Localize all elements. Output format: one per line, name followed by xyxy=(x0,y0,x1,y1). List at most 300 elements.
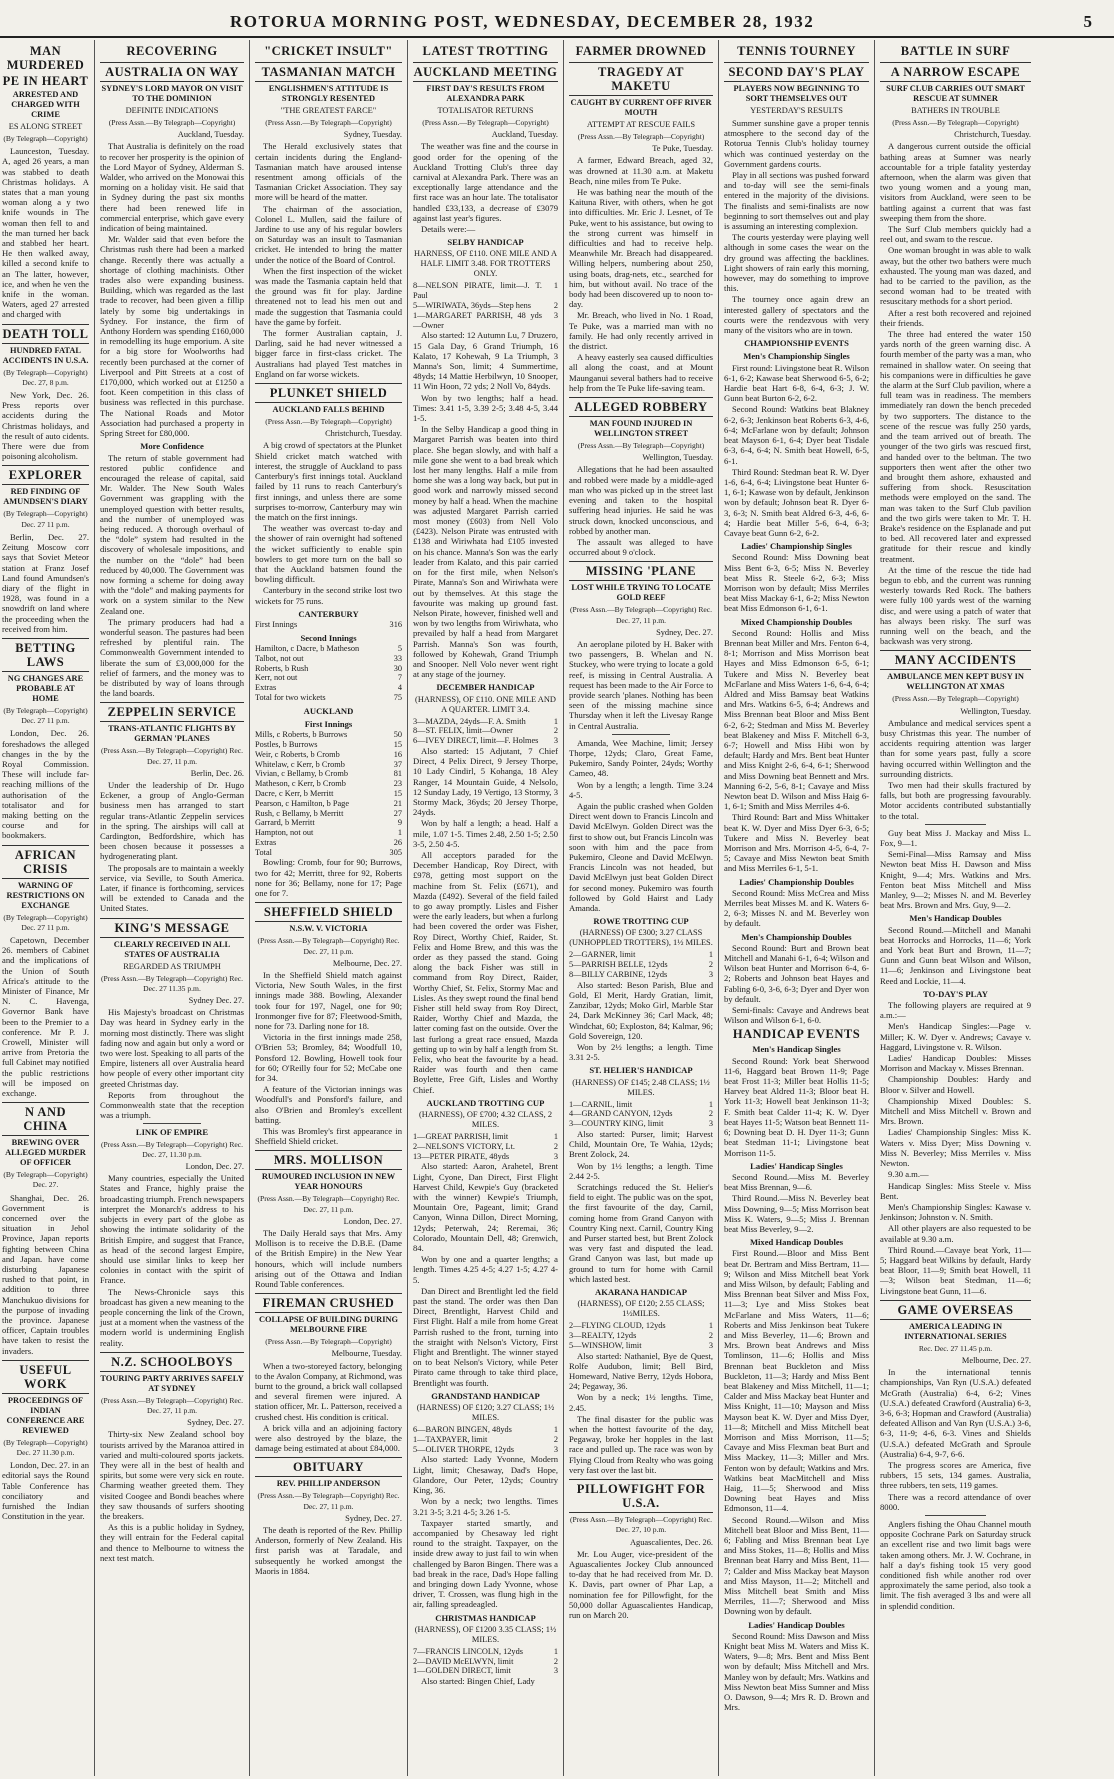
headline-battle-in-surf: BATTLE IN SURF xyxy=(900,44,1011,58)
result-place: 2 xyxy=(553,1656,558,1666)
result-row xyxy=(413,726,558,736)
result-place: 1 xyxy=(708,950,713,960)
result-place: 2 xyxy=(553,1434,558,1444)
result-row xyxy=(569,970,713,980)
column-4 xyxy=(408,40,564,1776)
headline-handicap-events: HANDICAP EVENTS xyxy=(732,1027,861,1042)
score-value: 5 xyxy=(397,643,402,653)
scorecard-canterbury-first xyxy=(255,620,402,630)
score-value: 26 xyxy=(393,837,402,847)
headline-explorer: EXPLORER xyxy=(2,465,89,485)
article-paragraph: Ambulance and medical services spent a busy Christmas this year. The number of accidents requiring attention was larger than for some years past, fully a score having occurred within Wellington and the surrounding districts. xyxy=(880,717,1031,779)
dateline: Berlin, Dec. 26. xyxy=(190,768,244,778)
result-place: 3 xyxy=(553,1151,558,1161)
masthead-title: ROTORUA MORNING POST, WEDNESDAY, DECEMBER 28, 1932 xyxy=(230,12,815,31)
dateline: Sydney Dec. 27. xyxy=(188,996,244,1006)
masthead xyxy=(0,6,1114,32)
dateline: Aguascalientes, Dec. 26. xyxy=(629,1537,713,1547)
article-paragraph: Taxpayer started smartly, and accompanied by Chesaway led right round to the straight. Taxpayer, on the inside drew away to just fail to win when challenged by Baron Bingen. There was a bad break in the race, Dad's Hope falling and bringing down Lady Yvonne, whose driver, T. Crossen, was flung high in the air, falling spreadeagled. xyxy=(413,1517,558,1610)
article-paragraph: The former Australian captain, J. Darling, said he had never witnessed a bigger farce in first-class cricket. The Australians had played Test matches in England on far worse wickets. xyxy=(255,328,402,379)
press-credit: (By Telegraph—Copyright) xyxy=(3,134,88,143)
result-row xyxy=(413,1142,558,1152)
result-place: 2 xyxy=(708,960,713,970)
dateline: Wellington, Tuesday. xyxy=(642,453,713,463)
result-place: 2 xyxy=(553,301,558,311)
result-row xyxy=(569,1100,713,1110)
article-paragraph: The progress scores are America, five rubbers, 15 sets, 134 games. Australia, three rubbers, ten sets, 119 games. xyxy=(880,1459,1031,1491)
result-place: 2 xyxy=(553,1141,558,1151)
headline-african-crisis: AFRICAN CRISIS xyxy=(2,845,89,879)
score-label: Talbot, not out xyxy=(255,653,304,663)
race-conditions: (HARNESS) OF £145; 2.48 CLASS; 1½ MILES. xyxy=(572,1077,710,1097)
score-label: Whitelaw, c Kerr, b Cromb xyxy=(255,759,345,769)
article-paragraph: Championship Mixed Doubles: S. Mitchell and Miss Mitchell v. Brown and Mrs. Brown. xyxy=(880,1095,1031,1127)
race-conditions: (HARNESS), OF £700; 4.32 CLASS, 2 MILES. xyxy=(418,1110,553,1130)
article-paragraph: Second Round.—Wilson and Miss Mitchell beat Bloor and Miss Bent, 11—6; Fabling and Miss Brennan beat Lye and Miss Stokes, 11—8; Hollis and Miss Brennan beat Harry and Miss Bent, 11—7; Calder and Miss Mackay beat Mayson and Miss Mayson, 11—2; Mitchell and Miss Mitchell beat Smith and Miss Merriles, 11—7; Sherwood and Miss Downing won by default. xyxy=(724,1514,869,1617)
headline-second-days-play: SECOND DAY'S PLAY xyxy=(724,62,869,82)
score-row xyxy=(255,799,402,809)
score-row xyxy=(255,848,402,858)
article-paragraph: All other players are also requested to be available at 9.30 a.m. xyxy=(880,1223,1031,1244)
dateline: Sydney, Dec. 27. xyxy=(345,1513,402,1523)
column-2 xyxy=(95,40,250,1776)
article-paragraph: A heavy easterly sea caused difficulties all along the coast, and at Mount Maunganui several bathers had to receive help from the Te Puke life-saving team. xyxy=(569,352,713,393)
headline-useful-work: USEFUL WORK xyxy=(2,1360,89,1394)
score-row xyxy=(255,644,402,654)
deck: BATHERS IN TROUBLE xyxy=(911,106,1000,115)
subhead: CLEARLY RECEIVED IN ALL STATES OF AUSTRALIA xyxy=(113,939,231,959)
article-paragraph: The proposals are to maintain a weekly service, via Seville, to South America. Later, if finance is forthcoming, services will be extended to Canada and the United States. xyxy=(100,862,244,914)
result-row xyxy=(413,1152,558,1162)
section-heading: Ladies' Championship Singles xyxy=(741,541,852,552)
score-row xyxy=(255,789,402,799)
article-paragraph: The assault was alleged to have occurred about 9 o'clock. xyxy=(569,536,713,558)
score-row xyxy=(255,683,402,693)
score-label: Total xyxy=(255,847,272,857)
subhead: ENGLISHMEN'S ATTITUDE IS STRONGLY RESENTED xyxy=(268,84,389,103)
press-credit: (By Telegraph—Copyright) Dec. 27, 8 p.m. xyxy=(3,367,88,387)
result-horse: 2—DAVID McELWYN, limit xyxy=(413,1656,514,1666)
article-paragraph: Shanghai, Dec. 26. Government is concerned over the situation in Jehol Province, Japan reports fighting between China and Japan. have come disturbing Japanese rushed to that point, in addition to three Manchukuo divisions for the purpose of invading the province. Japanese officer, Captain troubles have taken to resist the invaders. xyxy=(2,1192,89,1356)
article-paragraph: Reports from throughout the Commonwealth state that the reception was a triumph. xyxy=(100,1089,244,1121)
result-place: 1 xyxy=(553,281,558,291)
separator xyxy=(612,734,670,735)
score-row xyxy=(255,673,402,683)
score-value: 15 xyxy=(393,788,402,798)
score-label: Matheson, c Kerr, b Cromb xyxy=(255,779,346,789)
result-horse: 1—GOLDEN DIRECT, limit xyxy=(413,1666,511,1676)
subhead: REV. PHILLIP ANDERSON xyxy=(276,1479,381,1489)
race-heading: SELBY HANDICAP xyxy=(447,237,524,248)
article-paragraph: Handicap Singles: Miss Steele v. Miss Bent. xyxy=(880,1180,1031,1201)
score-value: 81 xyxy=(393,769,402,779)
article-paragraph: London, Dec. 27. in an editorial says the Round Table Conference has conciliatory and furnished the Indian Constitution in the year. xyxy=(2,1460,89,1522)
headline-mrs-mollison: MRS. MOLLISON xyxy=(255,1150,402,1170)
headline-pillowfight: PILLOWFIGHT FOR U.S.A. xyxy=(569,1479,713,1513)
scorecard-auckland xyxy=(255,730,402,857)
article-paragraph: Second Round: Hollis and Miss Brennan beat Miller and Mrs. Fenton 6-4, 8-1; Morrison and Miss Morrison beat Hayes and Miss Edmonson 6-5, 6-1; Tukere and Miss N. Beverley beat McFarlane and Miss Waters 1-6, 6-4, 6-4; Aldred and Miss Bamsay beat Watkins and Mrs. Watkins 6-5, 6-4; Andrews and Miss Brennan beat Bloor and Miss Bent 6-2, 6-2; Stedman and Miss M. Beverley beat Blakeney and Miss F. Mitchell 6-3, 6-7; Howell and Miss Hibi won by default; Hardy and Mrs. Bent beat Hunter and Miss Knight 2-6, 6-4, 6-1; Sherwood and Miss Downing beat Bennett and Mrs. Manning 6-2, 5-6, 8-1; Cavaye and Miss Newton beat D. Wilson and Miss Haig 6-1, 6-1; Smith and Miss Merriles 4-6. xyxy=(724,627,869,812)
headline-a-narrow-escape: A NARROW ESCAPE xyxy=(880,62,1031,82)
headline-fireman-crushed: FIREMAN CRUSHED xyxy=(255,1293,402,1313)
result-row xyxy=(413,311,558,331)
subhead: SURF CLUB CARRIES OUT SMART RESCUE AT SUMNER xyxy=(886,84,1025,103)
separator xyxy=(925,1515,985,1516)
subhead: TRANS-ATLANTIC FLIGHTS BY GERMAN 'PLANES xyxy=(108,724,236,744)
press-credit: (Press Assn.—By Telegraph—Copyright) xyxy=(892,118,1019,127)
article-paragraph: When a two-storeyed factory, belonging to the Avalon Company, at Richmond, was burnt to the ground, a brick wall collapsed and several firemen were injured. A station officer, Mr. L. Patterson, received a crushed chest. His condition is critical. xyxy=(255,1360,402,1422)
subhead: SYDNEY'S LORD MAYOR ON VISIT TO THE DOMINION xyxy=(101,84,243,103)
result-horse: 8—NELSON PIRATE, limit—J. T. Paul xyxy=(413,281,542,301)
press-credit: (By Telegraph—Copyright) Dec. 27. xyxy=(3,1170,88,1190)
result-row xyxy=(413,1445,558,1455)
result-horse: 13—PETER PIRATE, 48yds xyxy=(413,1151,510,1161)
article-paragraph: Also started: Lady Yvonne, Modern Light, limit; Chesaway, Dad's Hope, Glandore, Our Peter, 12yds; Country King, 36. xyxy=(413,1454,558,1496)
score-label: Garrard, b Merritt xyxy=(255,818,315,828)
article-paragraph: The Surf Club members quickly had a reel out, and swam to the rescue. xyxy=(880,224,1031,245)
section-heading: Mixed Handicap Doubles xyxy=(749,1237,844,1248)
result-horse: 2—NELSON'S VICTORY, Lt. xyxy=(413,1141,515,1151)
article-paragraph: Third Round: Bart and Miss Whittaker beat K. W. Dyer and Miss Dyer 6-3, 6-5; Tukere and Miss N. Beverley beat Morrison and Mrs. Morrison 4-5, 6-4, 7-5; Cavaye and Miss Newton beat Smith and Miss Merriles 6-1, 5-1. xyxy=(724,812,869,874)
article-paragraph: An aeroplane piloted by H. Baker with two passengers, B. Whelan and N. Stuckey, who were trying to locate a gold reef, is missing in Central Australia. A request has been made to the Air Force to provide search 'planes. Nothing has been seen of the missing machine since Thursday when it left the Livesay Range in Central Australia. xyxy=(569,638,713,731)
press-credit: (Press Assn.—By Telegraph—Copyright) Rec. Dec. 27, 11 p.m. xyxy=(569,605,713,625)
race-result xyxy=(413,281,558,330)
headline-farmer-drowned: FARMER DROWNED xyxy=(575,44,707,58)
article-paragraph: A brick villa and an adjoining factory were also destroyed by the blaze, the damage being estimated at about £84,000. xyxy=(255,1422,402,1454)
race-heading: DECEMBER HANDICAP xyxy=(436,682,535,693)
article-paragraph: Also started: Beson Parish, Blue and Gold, El Merit, Hardy Gratian, limit, Zanzibar, 12yds; Moko Girl, Marble Star 24, Dark McKinney 36; Carl Mack, 48; Windchat, 60; Exploston, 84; Kalmar, 96; Gold Sovereign, 120. xyxy=(569,979,713,1041)
result-horse: 3—MAZDA, 24yds—F. A. Smith xyxy=(413,716,526,726)
article-paragraph: Third Round.—Miss N. Beverley beat Miss Downing, 9—5; Miss Morrison beat Miss K. Waters, 9—5; Miss J. Brennan beat Miss Beverley, 9—2. xyxy=(724,1193,869,1234)
article-paragraph: He was bathing near the mouth of the Kaituna River, with others, when he got into difficulties. Mr. Eric J. Lesnet, of Te Puke, went to his assistance, but owing to the strong current was himself in difficulties and had to receive help. Meanwhile Mr. Breach had disappeared. Willing helpers, numbering about 250, using boats, drag-nets, etc., searched for him, but without avail. No trace of the body had been discovered up to noon to-day. xyxy=(569,187,713,310)
separator xyxy=(925,824,985,825)
article-paragraph: Bowling: Cromb, four for 90; Burrows, two for 42; Merritt, three for 92, Roberts none for 36; Bellamy, none for 17; Page one for 7. xyxy=(255,857,402,899)
score-value: 33 xyxy=(393,653,402,663)
section-heading: CANTERBURY xyxy=(298,608,359,619)
section-heading: Second Innings xyxy=(300,632,357,643)
subhead: ARRESTED AND CHARGED WITH CRIME xyxy=(11,90,80,119)
score-label: Weir, c Roberts, b Cromb xyxy=(255,749,340,759)
dateline: Auckland, Tuesday. xyxy=(177,130,244,140)
score-value: 316 xyxy=(389,619,402,629)
race-heading: ROWE TROTTING CUP xyxy=(593,916,689,927)
article-paragraph: The three had entered the water 150 yards north of the green warning disc. A fourth member of the party was a man, who remained in shallow water. On seeing that his companions were in difficulties he gave the alarm at the Surf Club pavilion, where a full team was in readiness. The members immediately ran down the bench preceded by two supporters. The distance to the scene of the rescue was fully 250 yards, and the team arrived out of breath. The younger of the two girls was rescued first, and handed over to the beltman. The two supporters then went after the other two and brought them ashore, exhausted and suffering from shock. Resuscitation methods were employed on the sand. The man was taken to the Surf Club pavilion and the two girls were taken to Mr. T. H. Brake's residence on the Esplanade and put to bed. All recovered later and expressed gratitude for their rescue and kindly treatment. xyxy=(880,329,1031,564)
article-paragraph: Men's Handicap Singles:—Page v. Miller; K. W. Dyer v. Andrews; Cavaye v. Haggard, Livingstone v. R. Wilson. xyxy=(880,1021,1031,1052)
press-credit: Rec. Dec. 27 11.45 p.m. xyxy=(918,1343,993,1353)
dateline: Christchurch, Tuesday. xyxy=(954,130,1031,140)
article-paragraph: The return of stable government had restored public confidence and encouraged the release of capital, said Mr. Walder. The New South Wales Government was grappling with the unemployed question with better results, and the number of unemployed was being reduced. A thorough overhaul of the “dole” system had resulted in the discovery of wholesale impositions, and the number on the “dole” had been reduced by 40,000. The Government was now forming a scheme for doing away with the “dole” and making payments for work on a system similar to the New Zealand one. xyxy=(100,452,244,616)
result-row xyxy=(569,960,713,970)
subhead: HUNDRED FATAL ACCIDENTS IN U.S.A. xyxy=(2,345,89,365)
section-heading: CHAMPIONSHIP EVENTS xyxy=(744,338,849,349)
article-paragraph: Second Round: Watkins beat Blakney 6-2, 6-3; Jenkinson beat Roberts 6-3, 4-6, 6-4; McFarlane won by default; Johnson beat Mayson 6-1, 6-4; Dyer beat Tisdale 6-3, 6-4, 6-4; N. Smith beat Howell, 6-5, 6-1. xyxy=(724,404,869,466)
press-credit: (Press Assn.—By Telegraph—Copyright) Rec. Dec. 27, 11 p.m. xyxy=(257,1491,400,1511)
result-horse: 3—COUNTRY KING, limit xyxy=(569,1119,664,1129)
page-number: 5 xyxy=(1083,12,1092,31)
subhead: TOURING PARTY ARRIVES SAFELY AT SYDNEY xyxy=(100,1373,244,1393)
article-paragraph: Second Round.—Mitchell and Manahi beat Horrocks and Horrocks, 11—6; York and York beat Burt and Brown, 11—7; Gunn and Gunn beat Wilson and Wilson, 11—6; Jenkinson and Livingstone beat Reed and Lockie, 11—4. xyxy=(880,924,1031,986)
article-paragraph: The primary producers had had a wonderful season. The pastures had been refreshed by plentiful rain. The Commonwealth Government intended to liberate the sum of £3,000,000 for the relief of farmers, and the money was to be distributed by way of loans through the land boards. xyxy=(100,616,244,699)
section-heading: Mixed Championship Doubles xyxy=(740,616,853,627)
result-place: 3 xyxy=(553,310,558,320)
headline-betting-laws: BETTING LAWS xyxy=(2,638,89,672)
result-horse: 5—WINSHOW, limit xyxy=(569,1340,642,1350)
section-heading: Ladies' Championship Doubles xyxy=(739,876,854,887)
result-place: 3 xyxy=(708,1119,713,1129)
article-paragraph: Ladies' Handicap Doubles: Misses Morrison and Mackay v. Misses Brennan. xyxy=(880,1053,1031,1074)
article-paragraph: Won by two lengths; half a head. Times: 3.41 1-5, 3.39 2-5; 3.48 4-5, 3.44 1-5. xyxy=(413,392,558,424)
dateline: Auckland, Tuesday. xyxy=(491,130,558,140)
article-paragraph: One woman brought in was able to walk away, but the other two bathers were much exhausted. The young man was dazed, and had to be carried to the pavilion, as the second woman had to be treated with resuscitary methods for a short period. xyxy=(880,245,1031,307)
score-row xyxy=(255,620,402,630)
score-row xyxy=(255,838,402,848)
article-paragraph: Berlin, Dec. 27. Zeitung Moscow corr says that Soviet Meteor station at Franz Josef Land found Amundsen's diary of the flight in 1928, was found in a snowdrift on land where the proceeding when the received from him. xyxy=(2,531,89,634)
deck: YESTERDAY'S RESULTS xyxy=(750,106,843,115)
section-heading: Men's Championship Doubles xyxy=(741,931,852,942)
race-heading: AUCKLAND TROTTING CUP xyxy=(426,1097,545,1108)
score-row xyxy=(255,760,402,770)
columns xyxy=(0,40,1114,1776)
column-6 xyxy=(719,40,875,1776)
headline-nz-schoolboys: N.Z. SCHOOLBOYS xyxy=(100,1352,244,1372)
press-credit: (Press Assn.—By Telegraph—Copyright) Rec. Dec. 27, 10 p.m. xyxy=(569,1515,713,1535)
result-row xyxy=(413,717,558,727)
section-heading: First Innings xyxy=(304,718,353,729)
subhead: PLAYERS NOW BEGINNING TO SORT THEMSELVES OUT xyxy=(733,84,860,103)
article-paragraph: The chairman of the association, Colonel L. Mullen, said the failure of Jardine to use any of his regular bowlers on Saturday was an insult to Tasmanian cricket. He intended to bring the matter under the notice of the Board of Control. xyxy=(255,203,402,265)
subhead: COLLAPSE OF BUILDING DURING MELBOURNE FIRE xyxy=(258,1315,399,1335)
score-value: 21 xyxy=(393,798,402,808)
article-paragraph: Under the leadership of Dr. Hugo Eckener, a group of Anglo-German business men has arranged to start regular trans-Atlantic Zeppelin services in the spring. The airships will call at Cardington, Bedfordshire, which has been chosen because it possesses a hydrogenerating plant. xyxy=(100,779,244,862)
score-label: First Innings xyxy=(255,619,298,629)
headline-many-accidents: MANY ACCIDENTS xyxy=(880,650,1031,670)
press-credit: (Press Assn.—By Telegraph—Copyright) Rec. Dec. 27 11.35 p.m. xyxy=(100,973,244,993)
press-credit: (Press Assn.—By Telegraph—Copyright) xyxy=(892,694,1019,704)
result-place: 1 xyxy=(553,1425,558,1435)
score-label: Dacre, c Kerr, b Merritt xyxy=(255,788,334,798)
article-paragraph: Amanda, Wee Machine, limit; Jersey Thorpe, 12yds; Claro, Great Fame, Pukemiro, Sandy Pointer, 24yds; Worthy Cameo, 48. xyxy=(569,737,713,779)
result-place: 3 xyxy=(553,1666,558,1676)
result-horse: 1—TAXPAYER, limit xyxy=(413,1434,488,1444)
article-paragraph: Canterbury in the second strike lost two wickets for 75 runs. xyxy=(255,585,402,606)
article-paragraph: A big crowd of spectators at the Plunket Shield cricket match watched with interest, the struggle of Auckland to pass Canterbury's first innings total. Auckland failed by 11 runs to reach Canterbury's first innings, and unless there are some surprises to-morrow, Canterbury may win the match on the first innings. xyxy=(255,440,402,522)
section-heading: Men's Championship Singles xyxy=(743,351,850,362)
headline-death-toll: DEATH TOLL xyxy=(2,324,89,344)
press-credit: (Press Assn.—By Telegraph—Copyright) Rec. Dec. 27, 11 p.m. xyxy=(257,1194,400,1214)
article-paragraph: In the international tennis championships, Van Ryn (U.S.A.) defeated McGrath (Australia) 6-4, 6-2; Vines (U.S.A.) defeated Crawford (Australia) 6-3, 3-6, 6-3; Hopman and Crawford (Australia) defeated Allison and Van Ryn (U.S.A.) 3-6, 6-3, 11-9; 4-6, 6-3. Vines and Shields (U.S.A.) defeated McGrath and Sproule (Australia) 6-4, 9-7, 6-6. xyxy=(880,1367,1031,1459)
score-label: Extras xyxy=(255,837,277,847)
score-value: 27 xyxy=(393,808,402,818)
dateline: Christchurch, Tuesday. xyxy=(325,429,402,439)
press-credit: (By Telegraph—Copyright) Dec. 27 11 p.m. xyxy=(3,705,88,726)
headline-tennis-tourney: TENNIS TOURNEY xyxy=(737,44,856,58)
score-value: 37 xyxy=(393,759,402,769)
article-paragraph: At the time of the rescue the tide had begun to ebb, and the current was running westerly towards Red Rock. The bathers were fully 100 yards west of the warning disc, and were using a patch of water that has always been risky. The surf was running well on the beach, and the backwash was very strong. xyxy=(880,564,1031,647)
column-5 xyxy=(564,40,719,1776)
result-place: 3 xyxy=(553,1444,558,1454)
subhead: NG CHANGES ARE PROBABLE AT HOME xyxy=(7,673,84,703)
press-credit: (By Telegraph—Copyright) Dec. 27 11 p.m. xyxy=(3,509,88,529)
press-credit: (Press Assn.—By Telegraph—Copyright) xyxy=(265,417,392,427)
article-paragraph: First Round.—Bloor and Miss Bent beat Dr. Bertram and Miss Bertram, 11—9; Wilson and Miss Mitchell beat York and Miss Wilson, by default; Fabling and Miss Brennan beat Silver and Miss Fox, 11—3; Lye and Miss Stokes beat McFarlane and Miss Waters, 11—6; Roberts and Miss Jenkinson beat Tukere and Miss Beverley, 11—6; Brown and Mrs. Brown beat Andrews and Miss Tomlinson, 11—6; Hollis and Miss Brennan beat Buckleton and Miss Buckleton, 11—3; Hardy and Miss Bent beat Blakeney and Miss Mitchell, 11—1; Calder and Miss Mackay beat Hunter and Miss Knight, 11—10; Mayson and Miss Mayson beat K. W. Dyer and Miss Dyer, 11—8; Mitchell and Miss Mitchell beat Morrison and Miss Morrison, 11—5; Cavaye and Miss Flexman beat Burt and Miss Mackey, 11—3; Miller and Mrs. Fenton won by default; Watkins and Mrs. Watkins beat MacMitchell and Miss Haig, 11—5; Sherwood and Miss Downing beat Hayes and Miss Edmonson, 11—4. xyxy=(724,1248,869,1514)
subhead: CAUGHT BY CURRENT OFF RIVER MOUTH xyxy=(570,98,712,117)
article-paragraph: The final disaster for the public was when the hottest favourite of the day, Pegaway, broke her hopples in the last race and pulled up. The race was won by Flying Cloud from Realty who was going very fast over the last bit. xyxy=(569,1413,713,1475)
article-paragraph: The courts yesterday were playing well although in some cases the wear on the dry ground was affecting the backlines. Light showers of rain early this morning, however, may do something to improve this. xyxy=(724,232,869,294)
score-label: Extras xyxy=(255,683,277,693)
race-heading: AKARANA HANDICAP xyxy=(595,1287,687,1298)
result-horse: 1—CARNIL, limit xyxy=(569,1099,633,1109)
score-row xyxy=(255,654,402,664)
section-heading: AUCKLAND xyxy=(303,705,354,716)
result-row xyxy=(413,1435,558,1445)
article-paragraph: Won by a neck; two lengths. Times 3.21 3-5; 3.21 4-5; 3.26 1-5. xyxy=(413,1496,558,1517)
result-horse: 6—BARON BINGEN, 48yds xyxy=(413,1425,512,1435)
race-heading: GRANDSTAND HANDICAP xyxy=(431,1390,540,1401)
article-paragraph: Also started: Aaron, Arahetel, Brent Light, Cyone, Dan Direct, First Flight Harvest Child, Kewpie's Guy (bracketed with the winner) Kewpie's Triumph, Mountain Ore, Pageant, limit; Grand Canyon, Winna Dillon, Direct Morning, 12yds; Peterwah, 24; Reremai, 36; Colorado, Mountain Dell, 48; Grenwich, 84. xyxy=(413,1161,558,1254)
score-label: Kerr, not out xyxy=(255,673,298,683)
article-paragraph: After a rest both recovered and rejoined their friends. xyxy=(880,307,1031,328)
dateline: Sydney, Dec. 27. xyxy=(656,627,713,637)
race-conditions: (HARNESS), OF £120; 2.55 CLASS; 1½MILES. xyxy=(577,1299,705,1319)
headline-missing-plane: MISSING 'PLANE xyxy=(569,561,713,581)
article-paragraph: In the Sheffield Shield match against Victoria, New South Wales, in the first innings made 388. Bowling, Alexander took four for 197, Nagel, one for 90; Ironmonger five for 87; Fleetwood-Smith, none for 73. Darling none for 18. xyxy=(255,969,402,1031)
section-heading: Ladies' Handicap Singles xyxy=(750,1160,843,1171)
score-label: Pearson, c Hamilton, b Page xyxy=(255,798,350,808)
article-paragraph: The Herald exclusively states that certain incidents during the England-Tasmanian match have aroused intense resentment among officials of the Tasmanian Cricket Association. They say more will be heard of the matter. xyxy=(255,141,402,203)
score-row xyxy=(255,818,402,828)
separator xyxy=(143,1123,201,1124)
article-paragraph: Second Round: Burt and Brown beat Mitchell and Manahi 6-1, 6-4; Wilson and Wilson beat Hunter and Morrison 6-4, 6-2; Roberts and Johnson beat Hayes and Fabling 6-0, 3-6, 6-3; Dyer and Dyer won by default. xyxy=(724,942,869,1004)
article-paragraph: A feature of the Victorian innings was Woodfull's and Ponsford's failure, and also O'Brien and Bromley's excellent batting. xyxy=(255,1084,402,1125)
headline-japan-china: N AND CHINA xyxy=(2,1102,89,1136)
subhead: LOST WHILE TRYING TO LOCATE GOLD REEF xyxy=(571,583,711,603)
score-row xyxy=(255,828,402,838)
race-result xyxy=(569,1321,713,1350)
article-paragraph: Also started: Nathaniel, Bye de Quest, Rolfe Audubon, limit; Bell Bird, Homeward, Native Berry, 12yds Hobora, 24; Pegaway, 36. xyxy=(569,1350,713,1392)
article-paragraph: Won by one and a quarter lengths; a length. Times 4.25 4-5; 4.27 1-5; 4.27 4-5. xyxy=(413,1254,558,1285)
race-conditions: (HARNESS) OF £300; 3.27 CLASS (UNHOPPLED TROTTERS), 1½ MILES. xyxy=(569,928,713,948)
result-horse: 1—MARGARET PARRISH, 48 yds—Owner xyxy=(413,310,542,330)
article-paragraph: Also started: 12 Autumn Lu, 7 Druzero, 15 Gala Day, 6 Grand Triumph, 16 Kalato, 17 Kohewah, 9 La Triumph, 3 Manna's Son, limit; 4 Summertime, 48yds; 14 Mattie Herbilwyn, 10 Snooper, 11 Win Hoon, 72 yds; 2 Noll Vo, 84yds. xyxy=(413,330,559,392)
headline-alleged-robbery: ALLEGED ROBBERY xyxy=(569,397,713,417)
headline-australia-on-way: AUSTRALIA ON WAY xyxy=(100,62,244,82)
article-paragraph: Again the public crashed when Golden Direct went down to Francis Lincoln and David McElwyn. Golden Direct was the first to show out, but Francis Lincoln was soon with him and the pace from Pukemiro, Cleone and David McElwyn. Francis Lincoln was not headed, but David McElwyn just beat Golden Direct for second money. Pukemiro was fourth followed by Gold Hairst and Lady Amanda. xyxy=(569,800,713,913)
press-credit: (Press Assn.—By Telegraph—Copyright) xyxy=(422,118,549,127)
result-place: 1 xyxy=(553,1132,558,1142)
column-3 xyxy=(250,40,408,1776)
result-horse: 5—WIRIWATA, 36yds—Step hens xyxy=(413,301,532,311)
score-label: Vivian, c Bellamy, b Cromb xyxy=(255,769,348,779)
article-paragraph: Summer sunshine gave a proper tennis atmosphere to the second day of the Rotorua Tennis Club's holiday tourney which was continued yesterday on the Government gardens courts. xyxy=(724,118,869,169)
article-paragraph: First round: Livingstone beat R. Wilson 6-1, 6-2; Kawase beat Sherwood 6-5, 6-2; Hardie beat Hart 6-8, 6-4, 6-3; J. W. Gunn beat Burton 6-2, 6-2. xyxy=(724,362,869,404)
result-row xyxy=(569,950,713,960)
article-paragraph: Play in all sections was pushed forward and to-day will see the semi-finals entered in the majority of the divisions. The finalists and semi-finalists are now beginning to sort themselves out and play is assuming an interesting complexion. xyxy=(724,170,869,232)
headline-sheffield-shield: SHEFFIELD SHIELD xyxy=(255,902,402,922)
score-value: 16 xyxy=(393,749,402,759)
subhead: BREWING OVER ALLEGED MURDER OF OFFICER xyxy=(5,1138,86,1168)
press-credit: (By Telegraph—Copyright) Dec. 27 11.30 p.m. xyxy=(3,1437,88,1458)
article-paragraph: Two men had their skulls fractured by falls, but both are progressing favourably. Motor accidents contributed substantially to the total. xyxy=(880,779,1031,821)
race-conditions: (HARNESS) OF £120; 3.27 CLASS; 1½ MILES. xyxy=(416,1403,555,1423)
race-result xyxy=(413,1647,558,1676)
article-paragraph: This was Bromley's first appearance in Sheffield Shield cricket. xyxy=(255,1125,402,1147)
dateline: Melbourne, Tuesday. xyxy=(331,1349,402,1359)
result-horse: 5—OLIVER THORPE, 12yds xyxy=(413,1444,515,1454)
article-paragraph: Third Round.—Cavaye beat York, 11—5; Haggard beat Wilkins by default, Hardy beat Bloor, 11—9; Smith beat Howell, 11—3; Wilson beat Stedman, 11—6; Livingstone beat Gunn, 11—6. xyxy=(880,1244,1031,1296)
result-place: 2 xyxy=(708,1331,713,1341)
result-place: 3 xyxy=(553,736,558,746)
article-paragraph: Third Round: Stedman beat R. W. Dyer 1-6, 6-4, 6-4; Livingstone beat Hunter 6-1, 6-1; Kawase won by default, Jenkinson won by default; Johnson beat R. Dyer 6-3, 6-3; N. Smith beat Aldred 6-3, 4-6, 6-4; Hardie beat Miller 5-6, 6-4, 6-3; Cavaye beat Gunn 6-2, 6-2. xyxy=(724,466,869,538)
headline-game-overseas: GAME OVERSEAS xyxy=(880,1300,1031,1320)
score-value: 7 xyxy=(397,673,402,683)
result-row xyxy=(413,1132,558,1142)
article-paragraph: 9.30 a.m.— xyxy=(888,1169,929,1180)
article-paragraph: Won by 1½ lengths; a length. Time 2.44 2-5. xyxy=(569,1160,713,1181)
article-paragraph: Won by a length; a length. Time 3.24 4-5. xyxy=(569,779,713,800)
article-paragraph: Won by half a length; a head. Half a mile, 1.07 1-5. Times 2.48, 2.50 1-5; 2.50 3-5, 2.50 4-5. xyxy=(413,818,558,849)
article-paragraph: His Majesty's broadcast on Christmas Day was heard in Sydney early in the morning most distinctly. There was slight fading now and again but only a word or two were lost. Speaking to all parts of the Empire, listeners all over Australia heard how people of every other important city greeted Christmas day. xyxy=(100,1007,244,1089)
score-label: Mills, c Roberts, b Burrows xyxy=(255,730,348,740)
dateline: London, Dec. 27. xyxy=(185,1162,244,1172)
result-horse: 8—BILLY CARBINE, 12yds xyxy=(569,970,668,979)
column-1 xyxy=(0,40,95,1776)
result-horse: 1—GREAT PARRISH, limit xyxy=(413,1132,509,1142)
result-horse: 7—FRANCIS LINCOLN, 12yds xyxy=(413,1646,523,1656)
section-heading: More Confidence xyxy=(140,441,204,452)
dateline: Wellington, Tuesday. xyxy=(960,706,1031,716)
race-conditions: HARNESS, OF £110. ONE MILE AND A HALF. LIMIT 3.48. FOR TROTTERS ONLY. xyxy=(413,249,557,279)
deck: ES ALONG STREET xyxy=(8,122,83,131)
score-row xyxy=(255,809,402,819)
section-heading: Ladies' Handicap Doubles xyxy=(748,1619,845,1630)
article-paragraph: The weather was fine and the course in good order for the opening of the Auckland Trotting Club's three day carnival at Alexandra Park. There was an exceptionally large attendance and the first race was an hour late. The totalisator handled £33,133, a decrease of £3079 against last year's figures. xyxy=(413,141,558,223)
score-value: 75 xyxy=(393,692,402,702)
dateline: London, Dec. 27. xyxy=(343,1216,402,1226)
score-label: Roberts, b Rush xyxy=(255,663,309,673)
subhead: AMERICA LEADING IN INTERNATIONAL SERIES xyxy=(904,1321,1007,1341)
score-value: 1 xyxy=(397,828,402,838)
score-row xyxy=(255,750,402,760)
result-horse: 4—GRAND CANYON, 12yds xyxy=(569,1109,673,1119)
article-paragraph: Ladies' Championship Singles: Miss K. Waters v. Miss Dyer; Miss Downing v. Miss N. Beverley; Miss Merriles v. Miss Newton. xyxy=(880,1127,1031,1169)
article-paragraph: The tourney once again drew an interested gallery of spectators and the courts were the rendezvous with very many of the visitors who are in town. xyxy=(724,294,869,336)
headline-zeppelin-service: ZEPPELIN SERVICE xyxy=(100,702,244,722)
article-paragraph: When the first inspection of the wicket was made the Tasmania captain held that the ground was fit for play. Jardine threatened not to lead his men out and made the suggestion that Tasmania could have the game by forfeit. xyxy=(255,265,402,327)
headline-man-murdered: MAN MURDERED xyxy=(6,44,85,72)
article-paragraph: Victoria in the first innings made 258, O'Brien 53; Bromley, 84; Woodfull 10, Ponsford 12. Bowling, Howell took four for 60; O'Reilly four for 52; McCabe one for 34. xyxy=(255,1032,402,1083)
column-7 xyxy=(875,40,1036,1776)
article-paragraph: Launceston, Tuesday. A, aged 26 years, a man was stabbed to death Christmas holidays. A states that a man young woman along a y two knife wounds in The woman then fell to and the man turned her back and stabbed her heart. He then walked away, killed a second knife to an The latter, however, ice, and when he ven the knife in the woman. Waters, aged 27 arrested and charged with xyxy=(2,146,89,320)
dateline: Melbourne, Dec. 27. xyxy=(332,958,402,968)
subhead: WARNING OF RESTRICTIONS ON EXCHANGE xyxy=(6,880,85,910)
result-place: 1 xyxy=(708,1321,713,1331)
article-paragraph: Second Round: Miss Downing beat Miss Bent 6-3, 6-5; Miss N. Beverley beat Miss R. Steele 6-2, 6-3; Miss Morrison won by default; Miss Merriles beat Miss Mackay 6-1, 6-2; Miss Newton beat Miss Edmonson 6-1, 6-1. xyxy=(724,552,869,614)
article-paragraph: Second Round: Miss McCrea and Miss Merriles beat Misses M. and K. Waters 6-2, 6-3; Misses N. and M. Beverley won by default. xyxy=(724,887,869,929)
article-paragraph: Thirty-six New Zealand school boy tourists arrived by the Maranoa attired in varied and multi-coloured sports jackets. They were all in the best of health and spirits, but some were very sick en route. Charming weather greeted them. They visited Coogee and Bondi beaches where they saw thousands of surfers shooting the breakers. xyxy=(100,1429,244,1521)
section-heading: Men's Handicap Doubles xyxy=(909,913,1002,924)
headline-tasmanian-match: TASMANIAN MATCH xyxy=(255,62,402,82)
result-horse: 3—REALTY, 12yds xyxy=(569,1331,637,1341)
race-heading: CHRISTMAS HANDICAP xyxy=(435,1612,536,1623)
score-row xyxy=(255,779,402,789)
press-credit: (Press Assn.—By Telegraph—Copyright) xyxy=(577,441,705,451)
score-value: 9 xyxy=(397,818,402,828)
subhead: MAN FOUND INJURED IN WELLINGTON STREET xyxy=(589,419,693,439)
press-credit: (Press Assn.—By Telegraph—Copyright) xyxy=(265,1337,392,1347)
subhead: AUCKLAND FALLS BEHIND xyxy=(272,405,385,415)
subhead: FIRST DAY'S RESULTS FROM ALEXANDRA PARK xyxy=(426,84,545,103)
article-paragraph: All acceptors paraded for the December Handicap, Roy Direct, with £978, getting most support on the machine from St. Felix (£671), and Mazda (£492). Several of the field failed to go away promptly. Lisles and Fisher were the early leaders, but when a furlong had been covered the order was Fisher, Roy Direct, Worthy Chief, Raider, St. Felix and Home Brew, and this was the order as they passed the stand. Going along the back Fisher was still in command from Roy Direct, Raider, Worthy Chief, St. Felix, Stormy Mac and Lisles. As they swept round the final bend Fisher still held sway from Roy Direct, Raider, Worthy Chief and Mazda, the latter coming fast on the outside. Over the last furlong a great race ensued, Mazda getting up to win by half a length from St. Felix, who beat the favourite by a head. Raider was fourth and then came Boylette, Free Gift, Lisles and Worthy Chief. xyxy=(413,849,558,1095)
score-label: Rush, c Bellamy, b Merritt xyxy=(255,808,344,818)
